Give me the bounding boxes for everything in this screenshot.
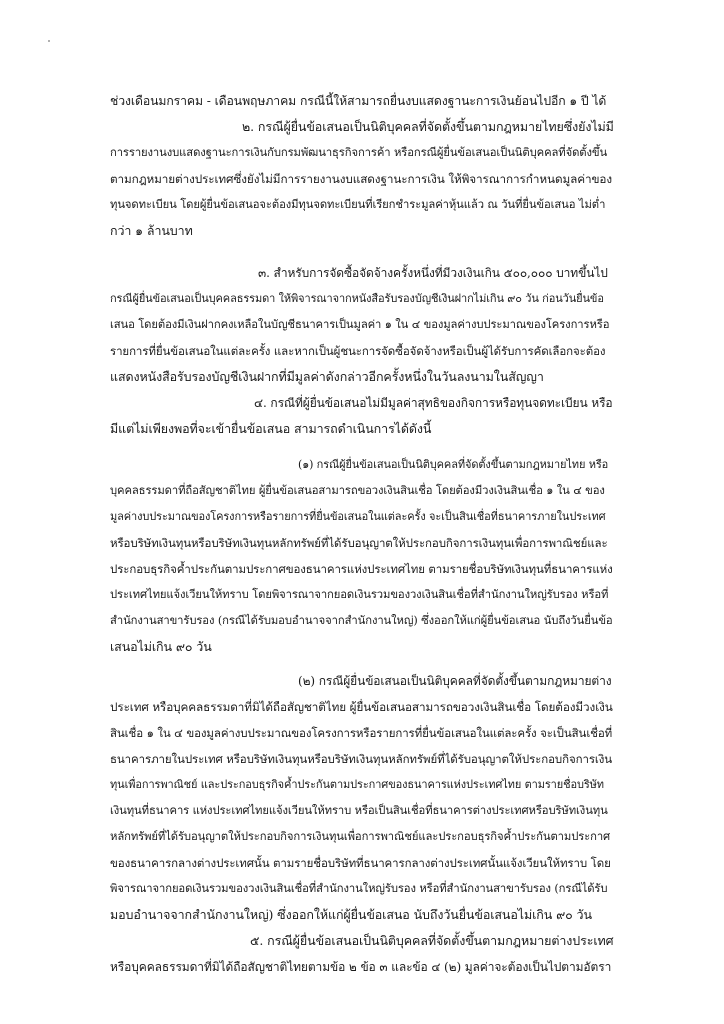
text-line: แสดงหนังสือรับรองบัญชีเงินฝากที่มีมูลค่าดังกล่าวอีกครั้งหนึ่งในวันลงนามในสัญญา xyxy=(110,369,544,384)
text-line: (๑) กรณีผู้ยื่นข้อเสนอเป็นนิติบุคคลที่จัดตั้งขึ้นตามกฎหมายไทย หรือ xyxy=(298,458,609,471)
text-line: ตามกฎหมายต่างประเทศซึ่งยังไม่มีการรายงานงบแสดงฐานะการเงิน ให้พิจารณาการกำหนดมูลค่าของ xyxy=(110,172,613,186)
text-line: ๓. สำหรับการจัดซื้อจัดจ้างครั้งหนึ่งที่มีวงเงินเกิน ๕๐๐,๐๐๐ บาทขึ้นไป xyxy=(258,266,608,280)
text-line: ของธนาคารกลางต่างประเทศนั้น ตามรายชื่อบริษัทที่ธนาคารกลางต่างประเทศนั้นแจ้งเวียนให้ทราบ โดย xyxy=(110,856,611,870)
text-line: เงินทุนที่ธนาคาร แห่งประเทศไทยแจ้งเวียนให้ทราบ หรือเป็นสินเชื่อที่ธนาคารต่างประเทศหรือบริษัทเงินทุน xyxy=(110,804,608,817)
text-line: ๕. กรณีผู้ยื่นข้อเสนอเป็นนิติบุคคลที่จัดตั้งขึ้นตามกฎหมายต่างประเทศ xyxy=(250,933,614,948)
text-line: กว่า ๑ ล้านบาท xyxy=(110,223,193,238)
text-line: ธนาคารภายในประเทศ หรือบริษัทเงินทุนหรือบริษัทเงินทุนหลักทรัพย์ที่ได้รับอนุญาตให้ประกอบกิจการเงิน xyxy=(110,752,613,766)
text-line: (๒) กรณีผู้ยื่นข้อเสนอเป็นนิติบุคคลที่จัดตั้งขึ้นตามกฎหมายต่าง xyxy=(298,674,612,688)
text-line: ทุนจดทะเบียน โดยผู้ยื่นข้อเสนอจะต้องมีทุนจดทะเบียนที่เรียกชำระมูลค่าหุ้นแล้ว ณ วันที่ยื่นข้อเสนอ ไม่ต่ำ xyxy=(110,198,606,211)
scan-speck xyxy=(48,40,50,42)
text-line: สินเชื่อ ๑ ใน ๔ ของมูลค่างบประมาณของโครงการหรือรายการที่ยื่นข้อเสนอในแต่ละครั้ง จะเป็นสินเชื่อที่ xyxy=(110,726,613,740)
text-line: สำนักงานสาขารับรอง (กรณีได้รับมอบอำนาจจากสำนักงานใหญ่) ซึ่งออกให้แก่ผู้ยื่นข้อเสนอ นับถึงวันยื่นข้อ xyxy=(110,614,613,627)
text-line: พิจารณาจากยอดเงินรวมของวงเงินสินเชื่อที่สำนักงานใหญ่รับรอง หรือที่สำนักงานสาขารับรอง (กรณีได้รับ xyxy=(110,882,608,895)
text-line: เสนอ โดยต้องมีเงินฝากคงเหลือในบัญชีธนาคารเป็นมูลค่า ๑ ใน ๔ ของมูลค่างบประมาณของโครงการหรือ xyxy=(110,318,610,331)
text-line: มอบอำนาจจากสำนักงานใหญ่) ซึ่งออกให้แก่ผู้ยื่นข้อเสนอ นับถึงวันยื่นข้อเสนอไม่เกิน ๙๐ วัน xyxy=(110,907,592,922)
text-line: ช่วงเดือนมกราคม - เดือนพฤษภาคม กรณีนี้ให้สามารถยื่นงบแสดงฐานะการเงินย้อนไปอีก ๑ ปี ได้ xyxy=(110,94,607,108)
text-line: หรือบริษัทเงินทุนหรือบริษัทเงินทุนหลักทรัพย์ที่ได้รับอนุญาตให้ประกอบกิจการเงินทุนเพื่อการพาณิชย์และ xyxy=(110,536,608,550)
text-line: การรายงานงบแสดงฐานะการเงินกับกรมพัฒนาธุรกิจการค้า หรือกรณีผู้ยื่นข้อเสนอเป็นนิติบุคคลที่จัดตั้งขึ้น xyxy=(110,146,608,159)
text-line: กรณีผู้ยื่นข้อเสนอเป็นบุคคลธรรมดา ให้พิจารณาจากหนังสือรับรองบัญชีเงินฝากไม่เกิน ๙๐ วัน ก่อนวันยื่นข้อ xyxy=(110,292,604,305)
text-line: ๒. กรณีผู้ยื่นข้อเสนอเป็นนิติบุคคลที่จัดตั้งขึ้นตามกฎหมายไทยซึ่งยังไม่มี xyxy=(242,119,614,134)
text-line: รายการที่ยื่นข้อเสนอในแต่ละครั้ง และหากเป็นผู้ชนะการจัดซื้อจัดจ้างหรือเป็นผู้ได้รับการคัดเลือกจะต้อง xyxy=(110,344,606,358)
text-line: มีแต่ไม่เพียงพอที่จะเข้ายื่นข้อเสนอ สามารถดำเนินการได้ดังนี้ xyxy=(110,421,432,436)
text-line: หลักทรัพย์ที่ได้รับอนุญาตให้ประกอบกิจการเงินทุนเพื่อการพาณิชย์และประกอบธุรกิจค้ำประกันตามประกาศ xyxy=(110,830,611,843)
text-line: ทุนเพื่อการพาณิชย์ และประกอบธุรกิจค้ำประกันตามประกาศของธนาคารแห่งประเทศไทย ตามรายชื่อบริษัท xyxy=(110,778,604,791)
text-line: บุคคลธรรมดาที่ถือสัญชาติไทย ผู้ยื่นข้อเสนอสามารถขอวงเงินสินเชื่อ โดยต้องมีวงเงินสินเชื่อ ๑ ใน ๔ ของ xyxy=(110,484,605,497)
text-line: ประเทศ หรือบุคคลธรรมดาที่มิได้ถือสัญชาติไทย ผู้ยื่นข้อเสนอสามารถขอวงเงินสินเชื่อ โดยต้องมีวงเงิน xyxy=(110,700,613,714)
text-line: เสนอไม่เกิน ๙๐ วัน xyxy=(110,639,212,654)
text-line: ประเทศไทยแจ้งเวียนให้ทราบ โดยพิจารณาจากยอดเงินรวมของวงเงินสินเชื่อที่สำนักงานใหญ่รับรอง หรือที่ xyxy=(110,588,609,601)
text-line: มูลค่างบประมาณของโครงการหรือรายการที่ยื่นข้อเสนอในแต่ละครั้ง จะเป็นสินเชื่อที่ธนาคารภายในประเทศ xyxy=(110,510,606,523)
text-line: ๔. กรณีที่ผู้ยื่นข้อเสนอไม่มีมูลค่าสุทธิของกิจการหรือทุนจดทะเบียน หรือ xyxy=(254,396,613,410)
text-line: ประกอบธุรกิจค้ำประกันตามประกาศของธนาคารแห่งประเทศไทย ตามรายชื่อบริษัทเงินทุนที่ธนาคารแห่ง xyxy=(110,562,613,576)
text-line: หรือบุคคลธรรมดาที่มิได้ถือสัญชาติไทยตามข้อ ๒ ข้อ ๓ และข้อ ๔ (๒) มูลค่าจะต้องเป็นไปตามอัตรา xyxy=(110,960,612,974)
